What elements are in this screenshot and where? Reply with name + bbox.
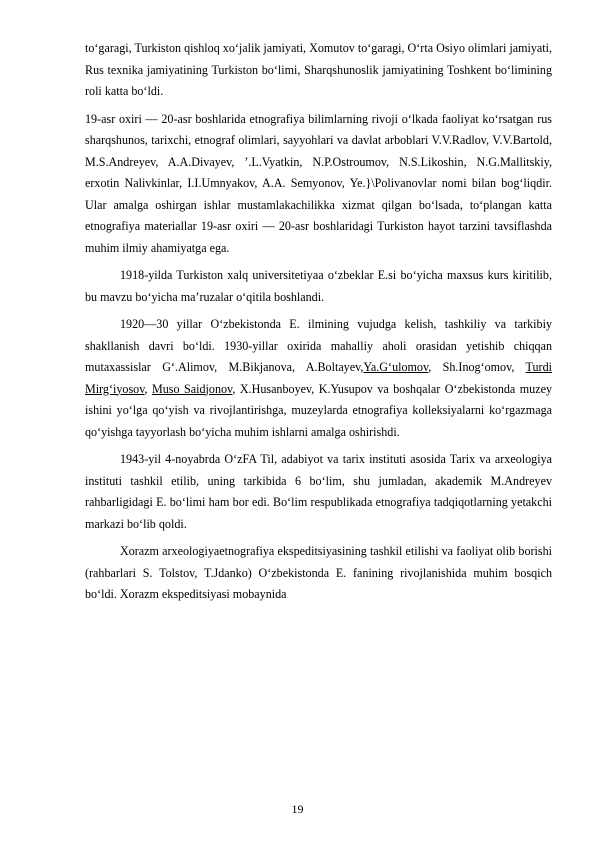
link-ya-gulomov[interactable]: Ya.G‘ulomov [363, 360, 429, 374]
paragraph-4 [85, 314, 552, 443]
paragraph-5: 1943-yil 4-noyabrda O‘zFA Til, adabiyot va tarix instituti asosida Tarix va arxeologiya instituti tashkil etilib, uning tarkibida 6 bo‘lim, shu jumladan, akademik M.Andreyev rahbarligidagi E. bo‘limi ham bor edi. Bo‘lim respublikada etnografiya tadqiqotlarning yetakchi markazi bo‘lib qoldi. [85, 452, 552, 531]
page-number: 19 [291, 802, 304, 816]
paragraph-1: to‘garagi, Turkiston qishloq xo‘jalik jamiyati, Xomutov to‘garagi, O‘rta Osiyo olimlari jamiyati, Rus texnika jamiyatining Turkiston bo‘limi, Sharqshunoslik jamiyatining Toshkent bo‘limining roli katta bo‘ldi. [85, 41, 552, 98]
paragraph-2: 19-asr oxiri — 20-asr boshlarida etnografiya bilimlarning rivoji o‘lkada faoliyat ko‘rsatgan rus sharqshunos, tarixchi, etnograf olimlari, sayyohlari va davlat arboblari V.V.Radlov, V.V.Bartold, M.S.Andreyev, A.A.Divayev, ’.L.Vyatkin, N.P.Ostroumov, N.S.Likoshin, N.G.Mallitskiy, erxotin Nalivkinlar, I.I.Umnyakov, A.A. Semyonov, Ye.}\Polivanovlar nomi bilan bog‘liqdir. Ular amalga oshirgan ishlar mustamlakachilikka xizmat qilgan bo‘lsada, to‘plangan katta etnografiya materiallar 19-asr oxiri — 20-asr boshlaridagi Turkiston hayot tarzini tavsiflashda muhim ilmiy ahamiyatga ega. [85, 111, 552, 255]
link-turdi-mirgiyosov[interactable]: Turdi Mirg‘iyosov [85, 360, 552, 396]
paragraph-4-text-a: 1920—30 yillar O‘zbekistonda E. ilmining vujudga kelish, tashkiliy va tarkibiy shakllanish davri bo‘ldi. 1930-yillar oxirida mahalliy aholi orasidan yetishib chiqqan mutaxassislar G‘.Alimov, M.Bikjanova, A.Boltayev, [85, 317, 552, 374]
paragraph-3: 1918-yilda Turkiston xalq universitetiyaa o‘zbeklar E.si bo‘yicha maxsus kurs kiritilib, bu mavzu bo‘yicha ma’ruzalar o‘qitila boshlandi. [85, 268, 552, 304]
paragraph-4-text-c: , [144, 381, 148, 396]
link-muso-saidjonov[interactable]: Muso Saidjonov [152, 381, 233, 396]
paragraph-6: Xorazm arxeologiyaetnografiya ekspeditsiyasining tashkil etilishi va faoliyat olib borishi (rahbarlari S. Tolstov, T.Jdanko) O‘zbekistonda E. fanining rivojlanishida muhim bosqich bo‘ldi. Xorazm ekspeditsiyasi mobaynida [85, 544, 552, 601]
document-body [85, 38, 552, 612]
paragraph-4-text-d: , X.Husanboyev, K.Yusupov va boshqalar O‘zbekistonda muzey ishini yo‘lga qo‘yish va rivojlantirishga, muzeylarda etnografiya kolleksiyalarni ko‘rgazmaga qo‘yishga tayyorlash bo‘yicha muhim ishlarni amalga oshirishdi. [85, 381, 553, 439]
paragraph-4-text-b: , Sh.Inog‘omov, [428, 360, 515, 374]
